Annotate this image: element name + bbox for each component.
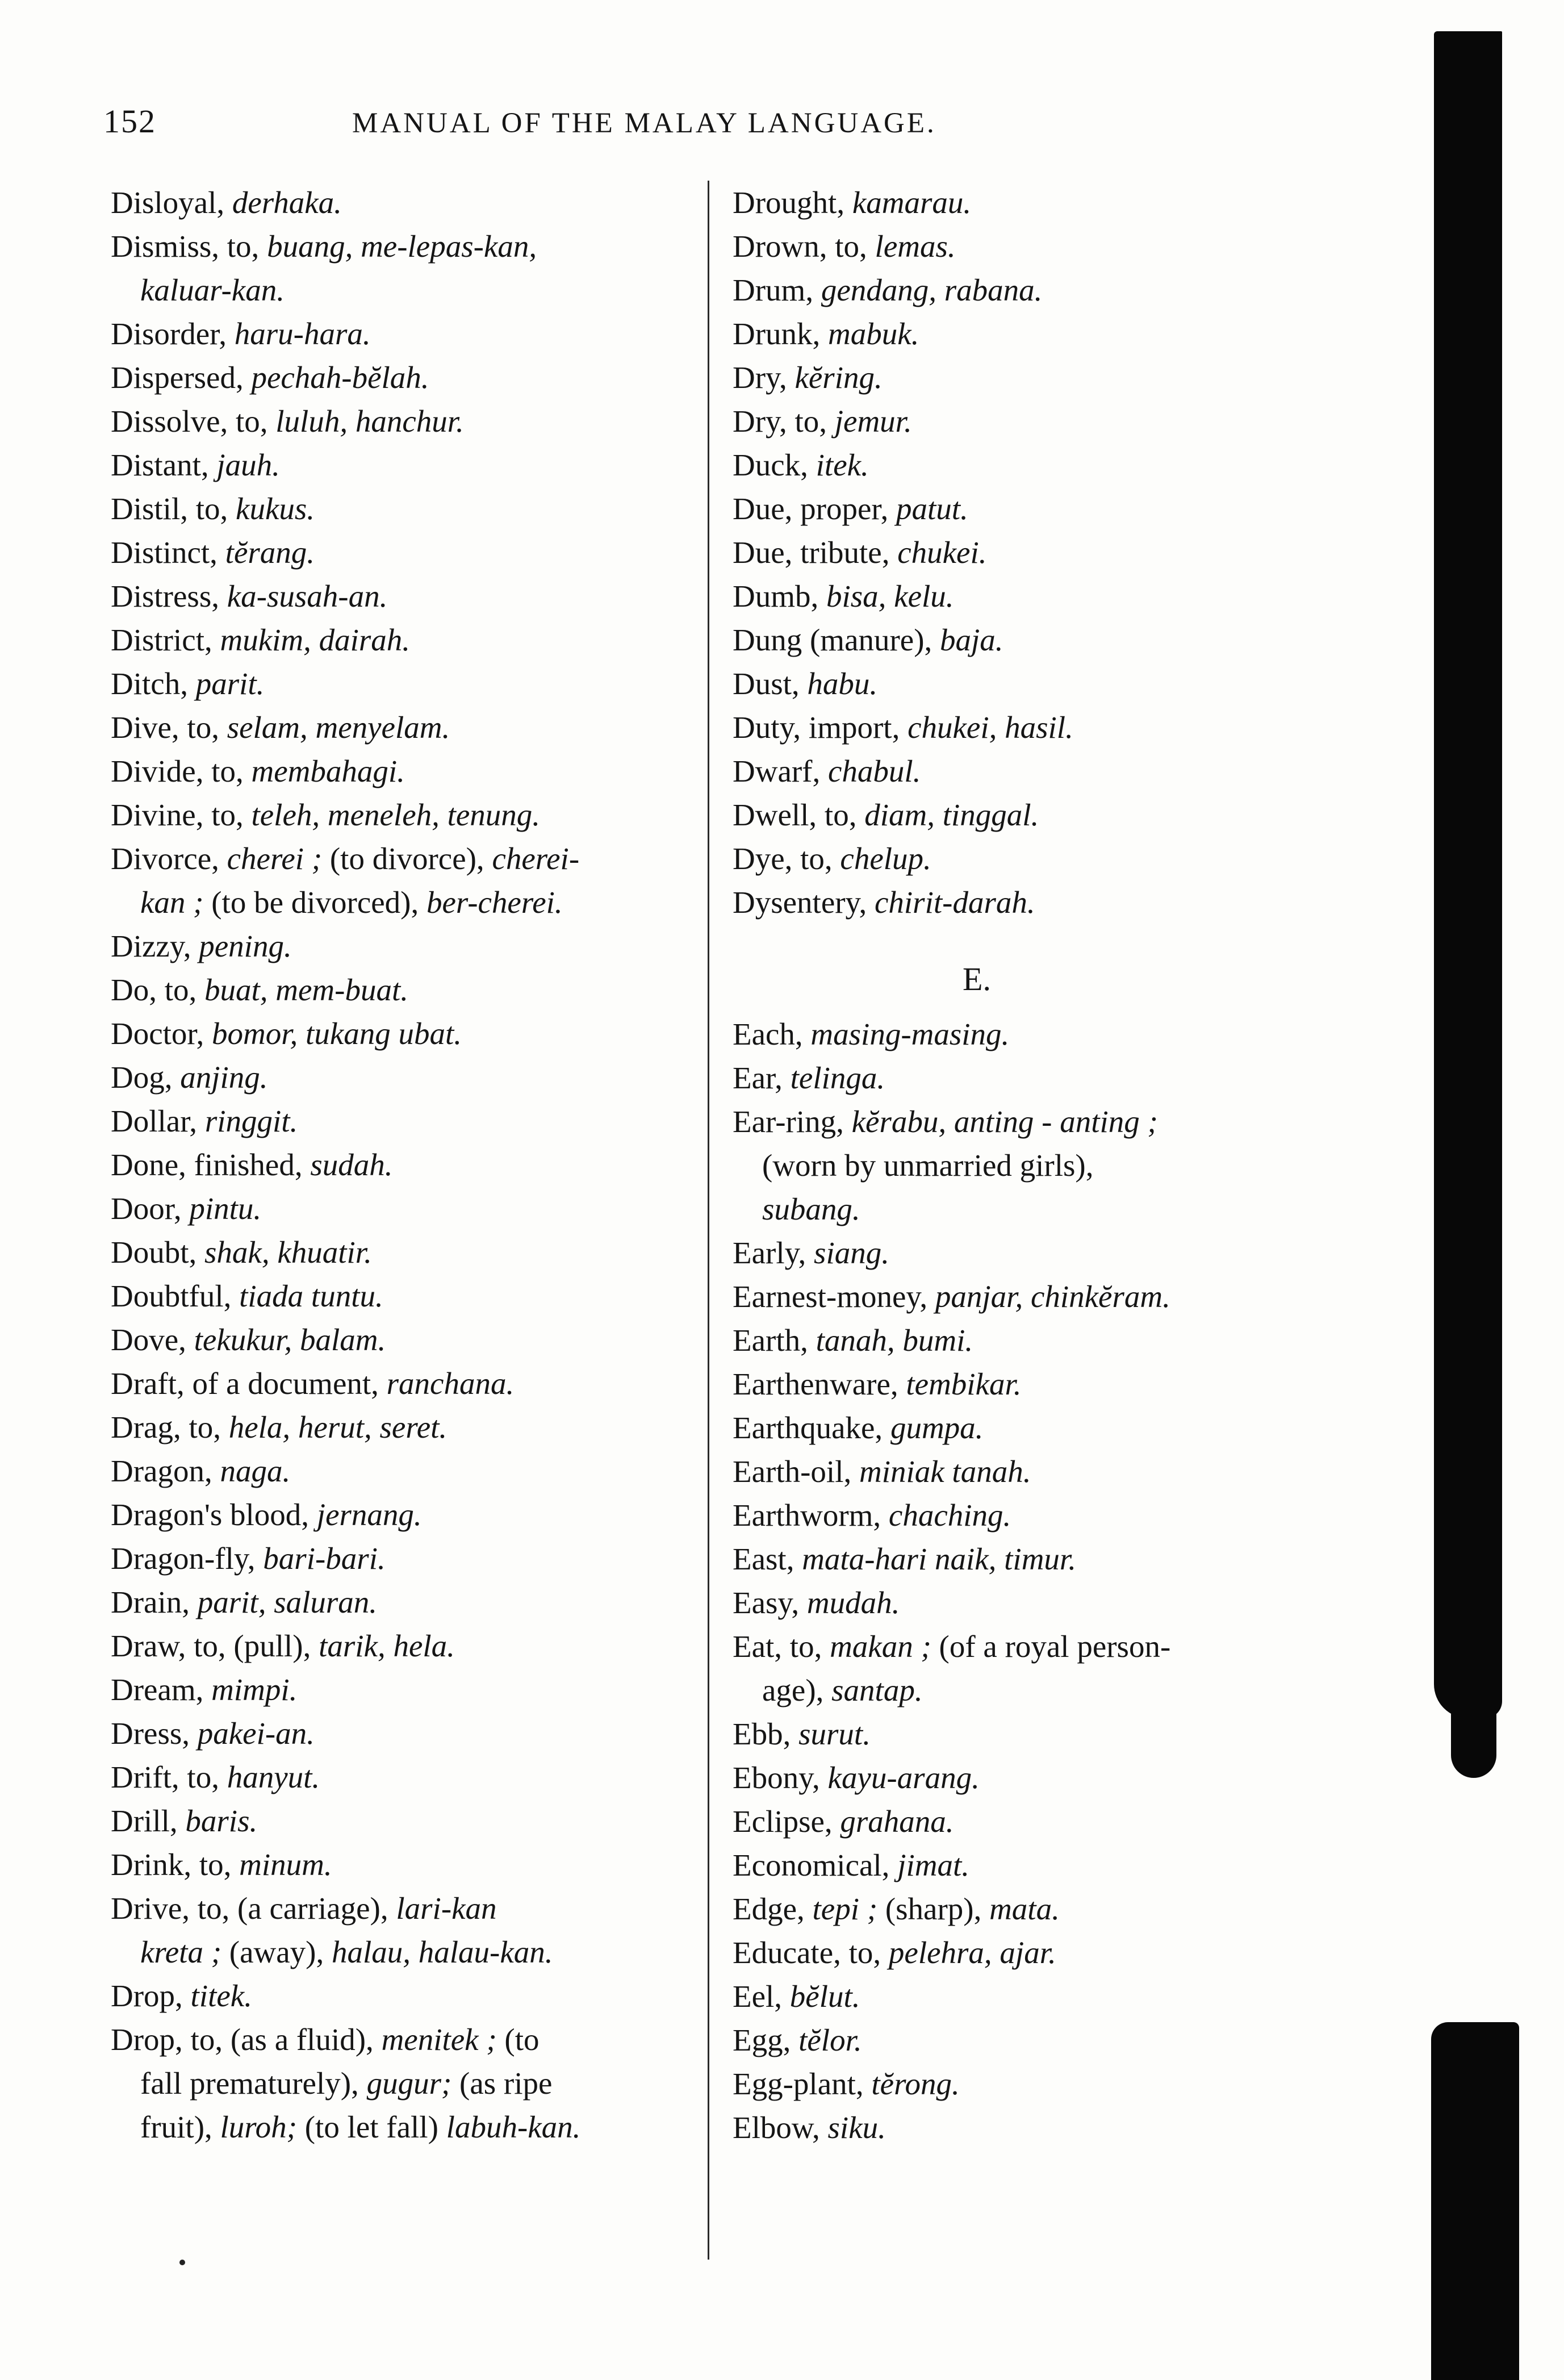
malay-term: buang, me-lepas-kan, [267,229,537,264]
dictionary-entry [733,1843,1329,1887]
english-term: (worn by unmarried girls), [762,1148,1094,1183]
english-term: Duck, [733,448,808,482]
malay-term: cherei- [492,841,580,876]
english-term: Divide, to, [111,754,244,788]
malay-term: mimpi. [211,1672,298,1707]
dictionary-entry [733,1012,1329,1056]
malay-term: jauh. [216,448,280,482]
dictionary-entry [733,487,1329,531]
malay-term: labuh-kan. [446,2110,581,2144]
english-term: Distress, [111,579,219,613]
malay-term: gumpa. [890,1410,984,1445]
malay-term-continued: kaluar-kan. [140,273,285,307]
english-term: Drift, to, [111,1760,219,1794]
malay-term: titek. [190,1978,252,2013]
english-term: Ear-ring, [733,1104,844,1139]
dictionary-entry [111,443,690,487]
dictionary-entry [111,1318,690,1362]
dictionary-entry [111,880,690,924]
english-term: Drink, to, [111,1847,232,1882]
english-term: Eat, to, [733,1629,822,1664]
column-divider [708,181,709,2260]
dictionary-entry [111,1449,690,1493]
dictionary-entry [733,1581,1329,1625]
malay-term: kan ; [140,885,204,920]
malay-term: siku. [827,2110,886,2145]
english-term: Ebony, [733,1760,820,1795]
dictionary-entry [733,224,1329,268]
english-note: (of a royal person- [939,1629,1171,1664]
malay-term: hanyut. [227,1760,320,1794]
malay-term: kukus. [236,491,315,526]
english-term: East, [733,1542,794,1576]
english-term: District, [111,623,212,657]
english-term: Egg, [733,2023,791,2057]
english-term: Dust, [733,666,800,701]
dictionary-entry [733,1275,1329,1318]
scan-edge-shadow [1451,1681,1496,1778]
malay-term: parit. [195,666,265,701]
english-term: Dog, [111,1060,173,1095]
english-term: Dress, [111,1716,190,1751]
malay-term: tembikar. [906,1367,1022,1401]
english-term: Educate, to, [733,1935,881,1970]
malay-term: bĕlut. [789,1979,860,2014]
malay-term: baja. [940,623,1003,657]
english-term: Eclipse, [733,1804,833,1839]
english-term: Earthenware, [733,1367,898,1401]
dictionary-entry [733,531,1329,574]
english-term: Dumb, [733,579,819,613]
dictionary-entry [111,618,690,662]
malay-term: buat, mem-buat. [204,972,408,1007]
dictionary-entry [111,574,690,618]
dictionary-entry [111,924,690,968]
english-note: (to be divorced), [211,885,419,920]
malay-term: lari-kan [396,1891,497,1926]
english-note: (away), [229,1935,324,1969]
malay-term: pakei-an. [197,1716,315,1751]
english-term: Due, proper, [733,491,889,526]
english-term: Earnest-money, [733,1279,928,1314]
right-column-e-entries [733,1012,1329,2149]
dictionary-entry [111,705,690,749]
english-term: Drain, [111,1585,190,1619]
dictionary-entry [733,443,1329,487]
english-term: Earthworm, [733,1498,881,1533]
dictionary-entry [733,574,1329,618]
english-term: Ditch, [111,666,188,701]
english-note: (as ripe [459,2066,553,2101]
dictionary-entry [111,1886,690,1930]
malay-term: chukei, hasil. [908,710,1073,745]
english-term: Earth-oil, [733,1454,852,1489]
dictionary-entry [111,1711,690,1755]
dictionary-entry [111,968,690,1012]
english-term: Distil, to, [111,491,228,526]
english-term: Distant, [111,448,209,482]
dictionary-entry [111,1930,690,1974]
malay-term: itek. [816,448,869,482]
malay-term: chukei. [897,535,987,570]
malay-term: bisa, kelu. [826,579,954,613]
english-term: Draft, of a document, [111,1366,379,1401]
english-term: Dry, [733,360,787,395]
malay-term: pelehra, ajar. [888,1935,1056,1970]
dictionary-entry [111,531,690,574]
dictionary-entry [111,1799,690,1843]
english-term: Draw, to, (pull), [111,1629,311,1663]
dictionary-entry [733,837,1329,880]
dictionary-entry [733,705,1329,749]
malay-term: mudah. [806,1585,900,1620]
malay-term: habu. [807,666,878,701]
malay-term: naga. [220,1454,291,1488]
ink-speck [179,2260,185,2265]
dictionary-entry [111,1187,690,1230]
english-term: Dragon-fly, [111,1541,256,1576]
malay-term: telinga. [790,1060,885,1095]
dictionary-entry [111,312,690,356]
malay-term: kĕring. [794,360,883,395]
english-term: Distinct, [111,535,218,570]
dictionary-entry [733,1668,1329,1712]
english-term: Dry, to, [733,404,827,439]
dictionary-entry [733,1625,1329,1668]
english-term: Duty, import, [733,710,900,745]
malay-term: patut. [896,491,968,526]
dictionary-entry [733,2018,1329,2062]
malay-term: hela, herut, seret. [228,1410,448,1444]
english-term: Dive, to, [111,710,219,745]
malay-term: membahagi. [251,754,405,788]
english-note: (to [504,2022,540,2057]
english-term: Due, tribute, [733,535,890,570]
dictionary-entry [111,356,690,399]
english-term: age), [762,1673,824,1707]
malay-term: parit, saluran. [197,1585,378,1619]
malay-term: menitek ; [381,2022,497,2057]
dictionary-entry [111,1843,690,1886]
page-number: 152 [103,103,156,140]
dictionary-entry [111,1624,690,1668]
dictionary-entry [733,1056,1329,1100]
dictionary-entry [733,1406,1329,1450]
malay-term: tĕlor. [798,2023,862,2057]
english-term: Dream, [111,1672,204,1707]
english-term: Drive, to, (a carriage), [111,1891,388,1926]
english-term: Dragon's blood, [111,1497,310,1532]
malay-term: diam, tinggal. [864,797,1039,832]
dictionary-entry [733,1100,1329,1143]
right-column-d-entries [733,181,1329,924]
english-term: Dizzy, [111,929,191,963]
english-term: Egg-plant, [733,2066,864,2101]
dictionary-entry [111,1755,690,1799]
dictionary-entry [733,1187,1329,1231]
dictionary-entry [111,224,690,312]
dictionary-entry [111,2105,690,2149]
dictionary-entry [111,1362,690,1405]
english-term: Dysentery, [733,885,867,920]
malay-term: anjing. [180,1060,268,1095]
english-term: Dissolve, to, [111,404,268,439]
malay-term: cherei ; [227,841,323,876]
english-term: Dung (manure), [733,623,932,657]
dictionary-entry [733,1143,1329,1187]
english-term: Drought, [733,185,845,220]
dictionary-entry [733,268,1329,312]
dictionary-entry [111,487,690,531]
malay-term: makan ; [830,1629,931,1664]
dictionary-entry [733,749,1329,793]
dictionary-entry [733,2106,1329,2149]
malay-term: derhaka. [232,185,342,220]
english-term: Doctor, [111,1016,204,1051]
dictionary-entry [733,2062,1329,2106]
malay-term: kĕrabu, anting - anting ; [851,1104,1158,1139]
dictionary-entry [733,1974,1329,2018]
malay-term: ringgit. [204,1104,298,1138]
dictionary-entry [111,1274,690,1318]
malay-term: ranchana. [386,1366,515,1401]
english-term: fall prematurely), [140,2066,359,2101]
dictionary-entry [733,399,1329,443]
dictionary-entry [111,2018,690,2061]
malay-term: tekukur, balam. [194,1322,386,1357]
dictionary-entry [111,1493,690,1536]
english-term: Drop, [111,1978,183,2013]
malay-term: ka-susah-an. [227,579,388,613]
dictionary-entry [111,1230,690,1274]
malay-term: tiada tuntu. [239,1279,383,1313]
dictionary-entry [733,1537,1329,1581]
english-term: Edge, [733,1892,805,1926]
english-term: Eel, [733,1979,783,2014]
english-term: Divorce, [111,841,219,876]
malay-term: tarik, hela. [319,1629,455,1663]
english-term: Dismiss, to, [111,229,260,264]
dictionary-entry [733,1712,1329,1756]
english-term: Doubt, [111,1235,197,1270]
malay-term: jimat. [897,1848,969,1882]
dictionary-entry [111,1012,690,1055]
english-term: Drill, [111,1803,178,1838]
dictionary-entry [111,1143,690,1187]
malay-term: halau, halau-kan. [331,1935,553,1969]
dictionary-entry [111,2061,690,2105]
scan-edge-shadow [1431,2022,1519,2380]
malay-term: jernang. [316,1497,422,1532]
english-term: Disorder, [111,316,227,351]
english-term: Dragon, [111,1454,212,1488]
malay-term: subang. [762,1192,860,1226]
english-term: Economical, [733,1848,890,1882]
dictionary-entry [733,662,1329,705]
dictionary-entry [733,880,1329,924]
english-term: Divine, to, [111,797,244,832]
malay-term: mata. [989,1892,1060,1926]
malay-term: santap. [831,1673,923,1707]
malay-term: bomor, tukang ubat. [212,1016,462,1051]
dictionary-entry [733,312,1329,356]
dictionary-entry [733,1493,1329,1537]
left-column [111,181,690,2149]
malay-term: masing-masing. [810,1017,1010,1051]
dictionary-entry [111,837,690,880]
dictionary-entry [111,1405,690,1449]
english-term: Each, [733,1017,803,1051]
malay-term: grahana. [840,1804,954,1839]
section-letter: E. [963,961,991,997]
english-term: Drag, to, [111,1410,221,1444]
dictionary-entry [733,1318,1329,1362]
dictionary-entry [733,1931,1329,1974]
english-term: Door, [111,1191,182,1226]
malay-term: panjar, chinkĕram. [935,1279,1170,1314]
dictionary-entry [111,1055,690,1099]
english-term: Early, [733,1235,806,1270]
english-term: Drunk, [733,316,821,351]
dictionary-entry [111,1099,690,1143]
malay-term: siang. [814,1235,889,1270]
dictionary-entry [733,181,1329,224]
malay-term: kayu-arang. [827,1760,980,1795]
english-term: Earth, [733,1323,808,1358]
dictionary-entry [733,1756,1329,1799]
english-term: Dispersed, [111,360,244,395]
malay-term: pintu. [189,1191,262,1226]
dictionary-entry [733,1362,1329,1406]
malay-term: chaching. [888,1498,1011,1533]
dictionary-entry [733,1799,1329,1843]
malay-term: selam, menyelam. [227,710,450,745]
malay-term: surut. [798,1717,871,1751]
dictionary-entry [111,1974,690,2018]
dictionary-entry [111,181,690,224]
english-note: (sharp), [885,1892,982,1926]
malay-term: chabul. [827,754,921,788]
malay-term: mata-hari naik, timur. [802,1542,1076,1576]
dictionary-entry [111,793,690,837]
page-header [0,102,1564,153]
malay-term: haru-hara. [234,316,371,351]
english-term: Done, finished, [111,1147,303,1182]
dictionary-entry [733,1450,1329,1493]
english-term: Dye, to, [733,841,833,876]
dictionary-entry [111,662,690,705]
english-term: Elbow, [733,2110,820,2145]
english-note: (to let fall) [304,2110,438,2144]
english-term: Dwell, to, [733,797,857,832]
english-term: Earthquake, [733,1410,883,1445]
malay-term: kreta ; [140,1935,222,1969]
english-term: Dollar, [111,1104,198,1138]
dictionary-entry [733,1887,1329,1931]
malay-term: tĕrang. [225,535,315,570]
malay-term: pening. [199,929,292,963]
dictionary-entry [111,749,690,793]
english-term: Easy, [733,1585,800,1620]
dictionary-entry [733,356,1329,399]
english-note: (to divorce), [329,841,484,876]
malay-term: tanah, bumi. [816,1323,973,1358]
malay-term: mabuk. [828,316,919,351]
malay-term: chelup. [840,841,931,876]
right-column [733,181,1329,2149]
malay-term: mukim, dairah. [220,623,411,657]
english-term: Ear, [733,1060,783,1095]
malay-term: shak, khuatir. [204,1235,372,1270]
malay-term: gendang, rabana. [821,273,1043,307]
english-term: fruit), [140,2110,212,2144]
dictionary-entry [733,793,1329,837]
english-term: Disloyal, [111,185,225,220]
english-term: Drown, to, [733,229,867,264]
malay-term: gugur; [366,2066,452,2101]
malay-term: ber-cherei. [426,885,563,920]
malay-term: baris. [185,1803,258,1838]
english-term: Dove, [111,1322,186,1357]
scan-edge-shadow [1434,31,1502,1718]
dictionary-entry [111,1536,690,1580]
english-term: Drum, [733,273,814,307]
dictionary-entry [111,399,690,443]
malay-term: chirit-darah. [874,885,1035,920]
malay-term: tĕrong. [871,2066,960,2101]
english-term: Ebb, [733,1717,791,1751]
english-term: Do, to, [111,972,197,1007]
english-term: Doubtful, [111,1279,232,1313]
dictionary-entry [111,1580,690,1624]
running-title: MANUAL OF THE MALAY LANGUAGE. [352,107,936,139]
malay-term: pechah-bĕlah. [251,360,429,395]
malay-term: teleh, meneleh, tenung. [251,797,541,832]
malay-term: tepi ; [812,1892,878,1926]
english-term: Drop, to, (as a fluid), [111,2022,374,2057]
malay-term: miniak tanah. [859,1454,1031,1489]
english-term: Dwarf, [733,754,821,788]
malay-term: bari-bari. [263,1541,386,1576]
malay-term: luroh; [220,2110,297,2144]
dictionary-entry [733,618,1329,662]
malay-term: kamarau. [852,185,972,220]
malay-term: luluh, hanchur. [275,404,464,439]
malay-term: lemas. [875,229,956,264]
malay-term: jemur. [834,404,912,439]
dictionary-entry [111,1668,690,1711]
dictionary-entry [733,1231,1329,1275]
malay-term: sudah. [310,1147,393,1182]
malay-term: minum. [239,1847,332,1882]
